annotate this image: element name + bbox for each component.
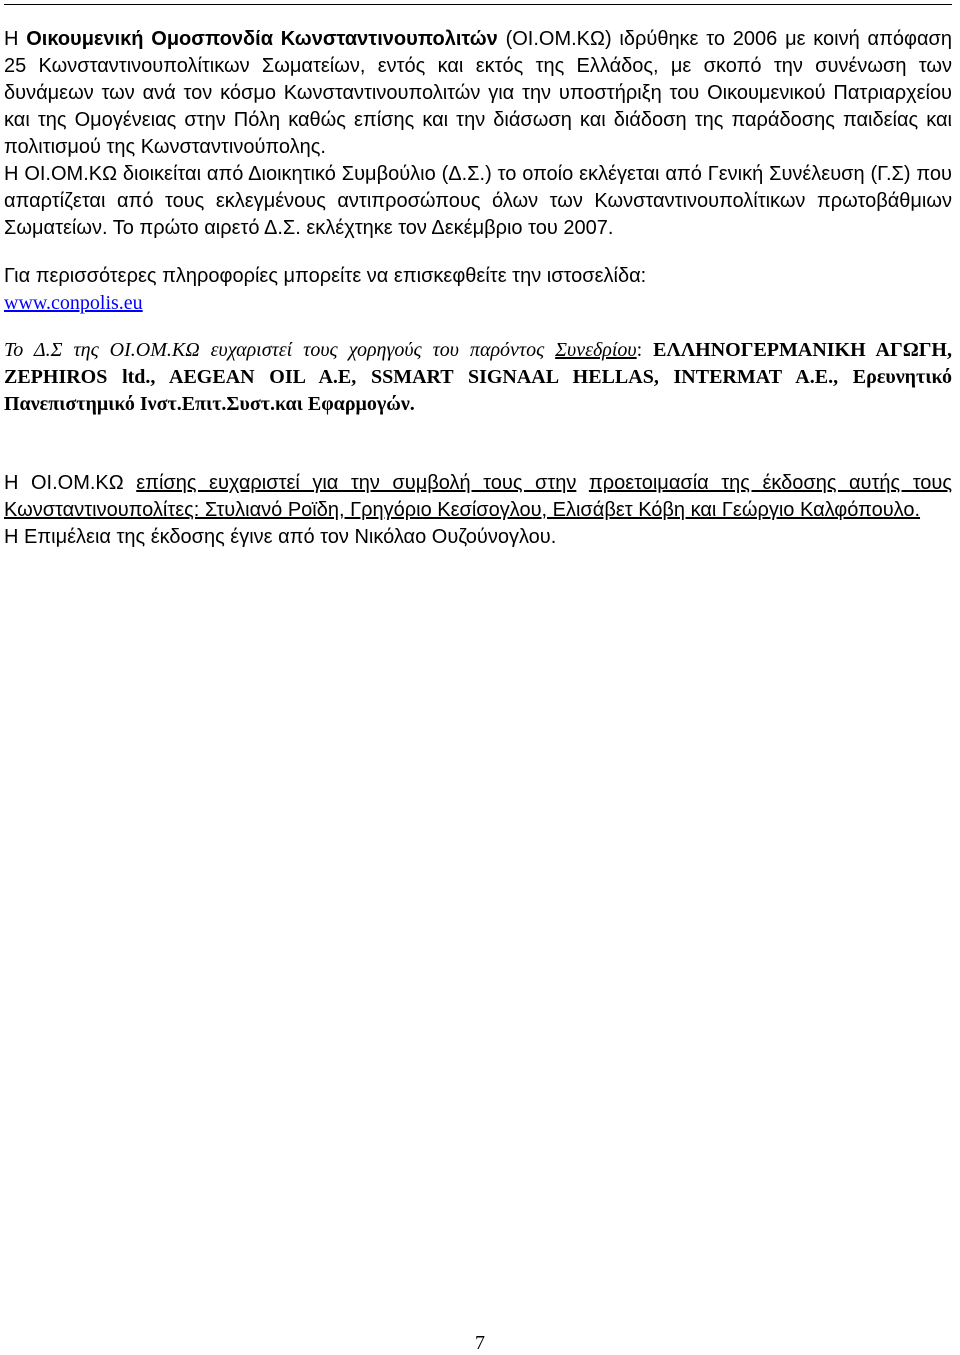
- paragraph-thanks: [4, 470, 952, 524]
- document-body: [4, 26, 952, 551]
- paragraph-about-federation: [4, 26, 952, 161]
- thanks-underlined-1: επίσης ευχαριστεί για την συμβολή τους στην: [136, 472, 577, 494]
- colon: :: [636, 339, 654, 361]
- sponsors-list: ΕΛΛΗΝΟΓΕΡΜΑΝΙΚΗ ΑΓΩΓΗ, ZEPHIROS ltd., AEGEAN OIL A.E, SSMART SIGNAAL HELLAS, INTERMAT A.E., Ερευνητικό Πανεπιστημικό Ινστ.Επιτ.Συστ.και Εφαρμογών.: [4, 339, 952, 415]
- page-number: 7: [475, 1332, 485, 1354]
- paragraph-governance: Η ΟΙ.ΟΜ.ΚΩ διοικείται από Διοικητικό Συμβούλιο (Δ.Σ.) το οποίο εκλέγεται από Γενική Συνέλευση (Γ.Σ) που απαρτίζεται από τους εκλεγμένους αντιπροσώπους όλων των Κωνσταντινουπολίτικων πρωτοβάθμιων Σωματείων. Το πρώτο αιρετό Δ.Σ. εκλέχτηκε τον Δεκέμβριο του 2007.: [4, 163, 952, 239]
- federation-name: Οικουμενική Ομοσπονδία Κωνσταντινουπολιτών: [26, 28, 498, 50]
- paragraph-editor: Η Επιμέλεια της έκδοσης έγινε από τον Νικόλαο Ουζούνογλου.: [4, 526, 557, 548]
- conference-word: Συνεδρίου: [555, 339, 637, 361]
- thanks-subject: Η ΟΙ.ΟΜ.ΚΩ: [4, 472, 137, 494]
- top-rule: [4, 4, 952, 5]
- website-paragraph: [4, 290, 952, 317]
- sponsors-intro: Το Δ.Σ της ΟΙ.ΟΜ.ΚΩ ευχαριστεί τους χορηγούς του παρόντος: [4, 339, 556, 361]
- paragraph-sponsors: [4, 337, 952, 418]
- paragraph-more-info: Για περισσότερες πληροφορίες μπορείτε να επισκεφθείτε την ιστοσελίδα:: [4, 265, 647, 287]
- thanks-underlined-2: προετοιμασία της έκδοσης αυτής τους Κωνσταντινουπολίτες: Στυλιανό Ροϊδη, Γρηγόριο Κεσίσογλου, Ελισάβετ Κόβη και Γεώργιο Καλφόπουλο.: [4, 472, 953, 521]
- thanks-space: [576, 472, 589, 494]
- website-link[interactable]: www.conpolis.eu: [4, 292, 143, 314]
- text-founding: (ΟΙ.ΟΜ.ΚΩ) ιδρύθηκε το 2006 με κοινή απόφαση 25 Κωνσταντινουπολίτικων Σωματείων, εντός και εκτός της Ελλάδος, με σκοπό την συνένωση των δυνάμεων των ανά τον κόσμο Κωνσταντινουπολιτών για την υποστήριξη του Οικουμενικού Πατριαρχείου και της Ομογένειας στην Πόλη καθώς επίσης και την διάσωση και διάδοση της παράδοσης παιδείας και πολιτισμού της Κωνσταντινούπολης.: [4, 28, 953, 158]
- text-article: Η: [4, 28, 27, 50]
